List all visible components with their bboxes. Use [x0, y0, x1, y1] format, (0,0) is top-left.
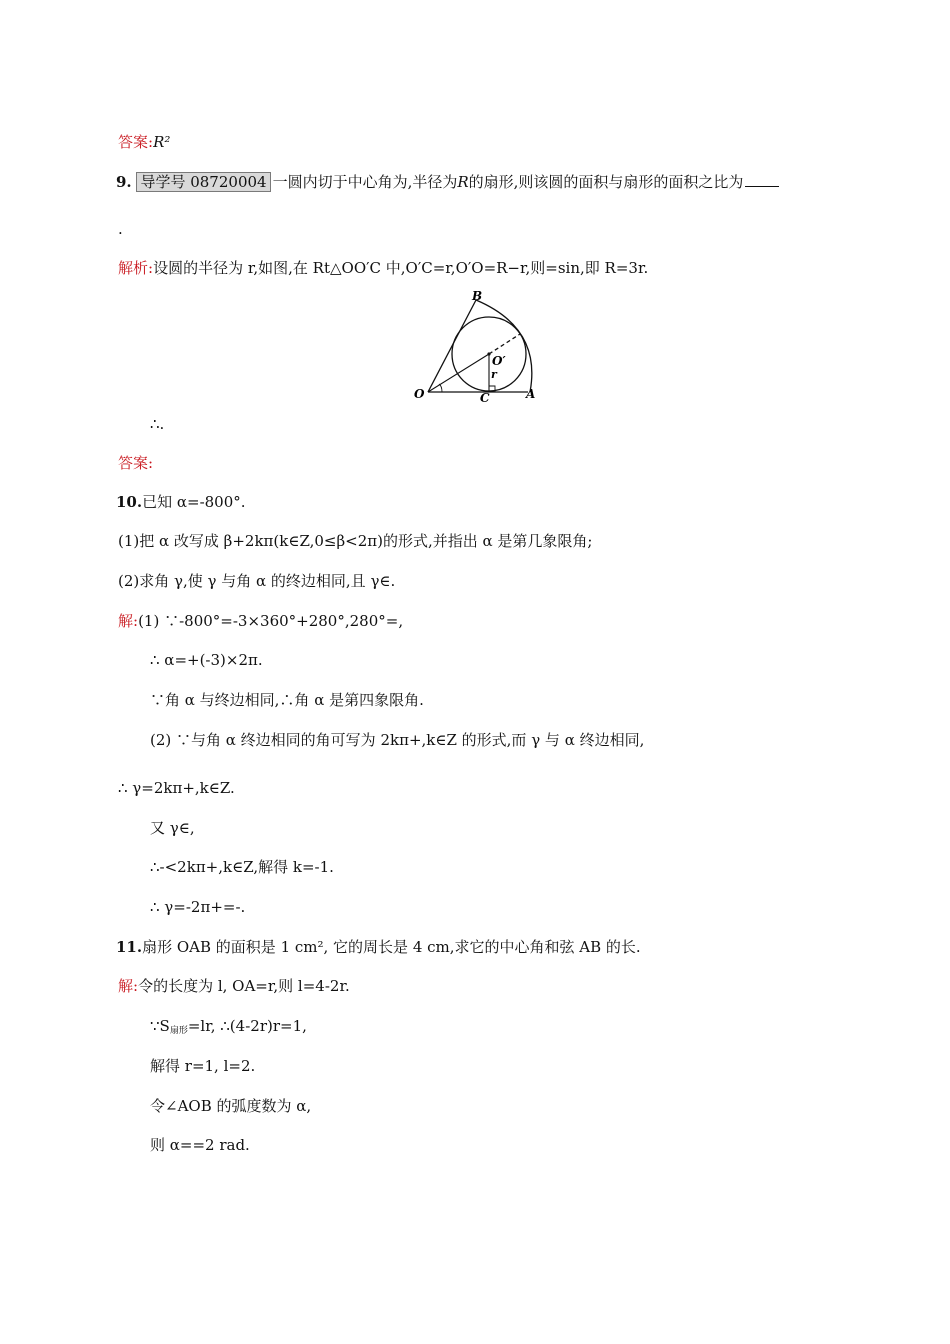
question-9 [116, 172, 779, 192]
question-text: 一圆内切于中心角为,半径为 [272, 173, 458, 191]
area-subscript: 扇形 [169, 1026, 188, 1036]
question-11 [116, 937, 641, 957]
segment-ob [428, 300, 476, 392]
answer-line-1 [118, 132, 170, 152]
solution-10-line-5: ∴ γ=2kπ+,k∈Z. [118, 779, 235, 797]
question-number: 9. [116, 173, 132, 191]
guide-number-badge[interactable]: 导学号 08720004 [136, 172, 270, 192]
solution-11-line-5: 则 α==2 rad. [150, 1136, 250, 1154]
center-point [487, 352, 490, 355]
answer-value: R² [153, 133, 171, 151]
area-formula: =lr, ∴(4-2r)r=1, [187, 1017, 307, 1035]
solution-10-text-1: (1) ∵-800°=-3×360°+280°,280°=, [138, 612, 404, 630]
therefore-line: ∴. [150, 415, 165, 433]
question-number-11: 11. [116, 938, 143, 956]
solution-10-line-2: ∴ α=+(-3)×2π. [150, 651, 263, 669]
label-r: r [491, 368, 497, 381]
analysis-line [118, 258, 648, 278]
inscribed-circle-figure [410, 288, 550, 404]
solution-10-line-4: (2) ∵与角 α 终边相同的角可写为 2kπ+,k∈Z 的形式,而 γ 与 α 终边相同, [150, 731, 645, 749]
solution-10-line-3: ∵角 α 与终边相同,∴角 α 是第四象限角. [150, 691, 424, 709]
solution-11-line-2 [150, 1016, 307, 1041]
label-c: C [480, 391, 490, 404]
analysis-text: 设圆的半径为 r,如图,在 Rt△OO′C 中,O′C=r,O′O=R−r,则=sin,即 R=3r. [153, 259, 649, 277]
answer-line-2 [118, 453, 153, 473]
q10-part2: (2)求角 γ,使 γ 与角 α 的终边相同,且 γ∈. [118, 572, 396, 590]
question-9-tail: . [118, 220, 123, 238]
solution-11-line-3: 解得 r=1, l=2. [150, 1057, 256, 1075]
label-o-prime: O′ [492, 354, 506, 368]
segment-oo-prime [428, 354, 489, 392]
question-number-10: 10. [116, 493, 143, 511]
label-a: A [526, 387, 536, 401]
solution-10-line-8: ∴ γ=-2π+=-. [150, 898, 246, 916]
dashed-extension [489, 334, 520, 354]
label-b: B [472, 289, 483, 303]
answer-blank [745, 172, 779, 187]
q10-part1: (1)把 α 改写成 β+2kπ(k∈Z,0≤β<2π)的形式,并指出 α 是第几象限角; [118, 532, 593, 550]
analysis-label: 解析: [118, 259, 154, 277]
area-symbol: ∵S [150, 1017, 170, 1035]
question-text-2: 的扇形,则该圆的面积与扇形的面积之比为 [468, 173, 744, 191]
solution-label-11: 解: [118, 977, 139, 995]
question-10 [116, 492, 246, 512]
sector-arc [476, 300, 532, 392]
label-o: O [414, 387, 425, 401]
answer-label-2: 答案: [118, 454, 154, 472]
solution-11-line-1 [118, 976, 350, 996]
solution-label: 解: [118, 612, 139, 630]
question-var: R [457, 173, 469, 191]
solution-10-line-7: ∴-<2kπ+,k∈Z,解得 k=-1. [150, 858, 334, 876]
solution-10-line-1 [118, 611, 403, 631]
question-11-text: 扇形 OAB 的面积是 1 cm², 它的周长是 4 cm,求它的中心角和弦 AB 的长. [142, 938, 641, 956]
answer-label: 答案: [118, 133, 154, 151]
solution-11-line-4: 令∠AOB 的弧度数为 α, [150, 1097, 312, 1115]
question-10-text: 已知 α=-800°. [142, 493, 246, 511]
solution-11-text-1: 令的长度为 l, OA=r,则 l=4-2r. [138, 977, 350, 995]
solution-10-line-6: 又 γ∈, [150, 819, 195, 837]
